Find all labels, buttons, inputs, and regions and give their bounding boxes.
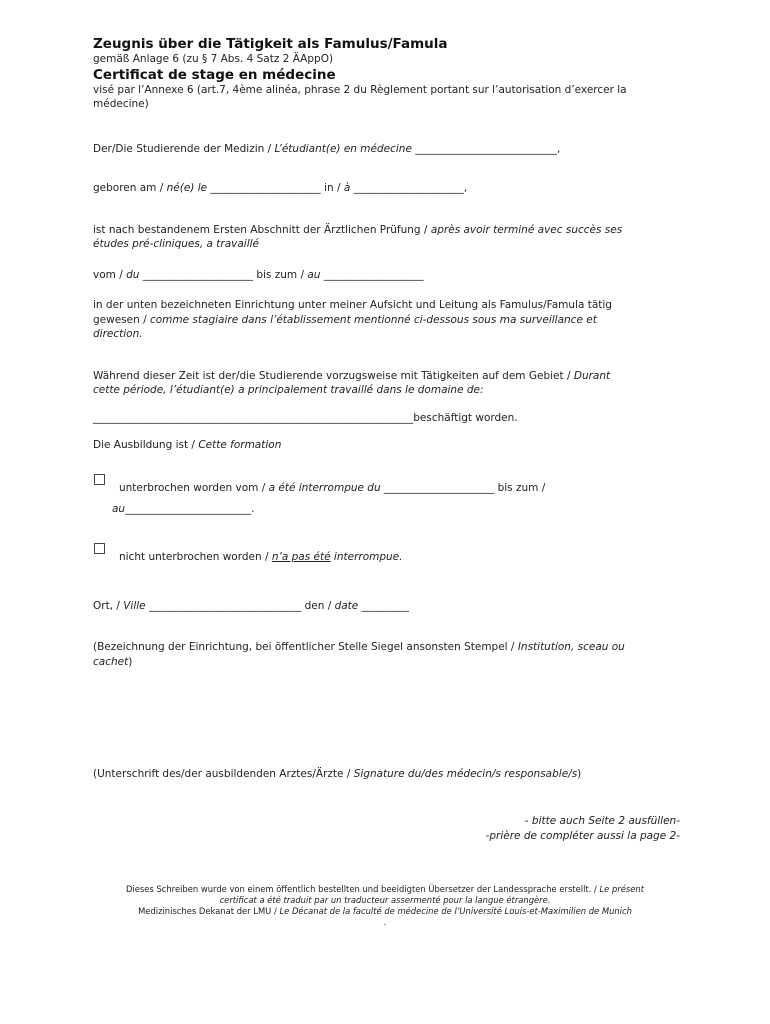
period-line-1 xyxy=(93,369,610,384)
title-fr: Certificat de stage en médecine xyxy=(93,67,336,83)
footer xyxy=(60,884,710,928)
footer-line-1 xyxy=(60,884,710,895)
footer-line1-de: Dieses Schreiben wurde von einem öffentlich bestellten und beeidigten Übersetzer der Landessprache erstellt. / xyxy=(125,884,600,894)
exam-text-de: ist nach bestandenem Ersten Abschnitt der Ärztlichen Prüfung / xyxy=(93,224,431,236)
not-interrupted-label-de: nicht unterbrochen worden / xyxy=(119,551,272,563)
not-interrupted-checkbox[interactable] xyxy=(94,543,105,554)
footer-line-2: certificat a été traduit par un traducteur assermenté pour la langue étrangère. xyxy=(219,895,551,905)
place-blank[interactable]: _____________________________ den / xyxy=(145,600,335,612)
to-blank[interactable]: ___________________ xyxy=(320,269,424,281)
footer-line-4: . xyxy=(383,917,387,927)
student-line xyxy=(93,142,560,157)
interrupted-label-fr: a été interrompue du xyxy=(268,482,381,494)
footer-line3-fr: Le Décanat de la faculté de médecine de l’Université Louis-et-Maximilien de Munich xyxy=(279,906,632,916)
stamp-close: ) xyxy=(128,656,133,668)
field-end-text: beschäftigt worden. xyxy=(413,412,518,424)
interrupted-au-label: au xyxy=(112,503,126,515)
period-text-fr-1: Durant xyxy=(573,370,611,382)
signature-text-de: (Unterschrift des/der ausbildenden Arztes/Ärzte / xyxy=(93,768,354,780)
period-dates-line xyxy=(93,268,424,283)
from-label-fr: du xyxy=(126,269,140,281)
supervision-fr-3: direction. xyxy=(93,328,143,340)
place-label-fr: Ville xyxy=(123,600,146,612)
footer-line3-de: Medizinisches Dekanat der LMU / xyxy=(138,906,280,916)
student-label-de: Der/Die Studierende der Medizin / xyxy=(93,143,275,155)
stamp-text-de: (Bezeichnung der Einrichtung, bei öffentlicher Stelle Siegel ansonsten Stempel / xyxy=(93,641,518,653)
stamp-line-1 xyxy=(93,640,625,655)
interrupted-from-blank[interactable]: _____________________ bis zum / xyxy=(380,482,546,494)
training-label-de: Die Ausbildung ist / xyxy=(93,439,199,451)
interrupted-checkbox[interactable] xyxy=(94,474,105,485)
title-de: Zeugnis über die Tätigkeit als Famulus/Famula xyxy=(93,36,448,52)
period-text-fr-2: cette période, l’étudiant(e) a principalement travaillé dans le domaine de: xyxy=(93,384,484,396)
stamp-text-fr-1: Institution, sceau ou xyxy=(517,641,625,653)
subtitle-fr-line1: visé par l’Annexe 6 (art.7, 4ème alinéa, phrase 2 du Règlement portant sur l’autorisation d’exercer la xyxy=(93,84,627,96)
training-label-fr: Cette formation xyxy=(198,439,282,451)
from-blank[interactable]: _____________________ bis zum / xyxy=(139,269,308,281)
field-blank[interactable]: _____________________________________________________________ xyxy=(93,412,414,424)
date-blank[interactable]: _________ xyxy=(358,600,409,612)
subtitle-fr-line2: médecine) xyxy=(93,98,149,110)
note-fr: -prière de compléter aussi la page 2- xyxy=(485,830,680,842)
signature-line xyxy=(93,767,581,782)
born-line xyxy=(93,181,467,196)
not-interrupted-line xyxy=(119,550,402,565)
signature-text-fr: Signature du/des médecin/s responsable/s xyxy=(353,768,578,780)
date-label-fr: date xyxy=(334,600,359,612)
born-date-blank[interactable]: _____________________ in / xyxy=(207,182,344,194)
born-label-de: geboren am / xyxy=(93,182,167,194)
interrupted-to-line xyxy=(112,502,254,517)
interrupted-label-de: unterbrochen worden vom / xyxy=(119,482,269,494)
exam-text-fr-1: après avoir terminé avec succès ses xyxy=(430,224,623,236)
not-interrupted-label-fr-underlined: n’a pas été xyxy=(271,551,331,563)
supervision-line-2 xyxy=(93,313,597,328)
born-in-label-fr: à xyxy=(343,182,351,194)
interrupted-to-blank[interactable]: ________________________. xyxy=(125,503,255,515)
footer-line1-fr: Le présent xyxy=(599,884,645,894)
note-de: - bitte auch Seite 2 ausfüllen- xyxy=(524,815,680,827)
exam-line-1 xyxy=(93,223,622,238)
to-label-fr: au xyxy=(307,269,321,281)
stamp-line-2 xyxy=(93,655,132,670)
supervision-fr-2: comme stagiaire dans l’établissement mentionné ci-dessous sous ma surveillance et xyxy=(149,314,597,326)
place-date-line xyxy=(93,599,409,614)
footer-line-3 xyxy=(60,906,710,917)
signature-close: ) xyxy=(577,768,582,780)
stamp-text-fr-2: cachet xyxy=(93,656,129,668)
exam-text-fr-2: études pré-cliniques, a travaillé xyxy=(93,238,260,250)
student-label-fr: L’étudiant(e) en médecine xyxy=(274,143,412,155)
supervision-de-2: gewesen / xyxy=(93,314,150,326)
place-label-de: Ort, / xyxy=(93,600,124,612)
subtitle-de: gemäß Anlage 6 (zu § 7 Abs. 4 Satz 2 ÄAppO) xyxy=(93,53,334,65)
training-line xyxy=(93,438,281,453)
born-label-fr: né(e) le xyxy=(166,182,208,194)
student-blank[interactable]: ___________________________, xyxy=(411,143,561,155)
field-line xyxy=(93,411,518,426)
period-text-de: Während dieser Zeit ist der/die Studierende vorzugsweise mit Tätigkeiten auf dem Gebiet / xyxy=(93,370,574,382)
supervision-de-1: in der unten bezeichneten Einrichtung unter meiner Aufsicht und Leitung als Famulus/Famula tätig xyxy=(93,299,612,311)
not-interrupted-label-fr: interrompue. xyxy=(330,551,403,563)
born-place-blank[interactable]: _____________________, xyxy=(350,182,468,194)
interrupted-line xyxy=(119,481,545,496)
from-label-de: vom / xyxy=(93,269,127,281)
